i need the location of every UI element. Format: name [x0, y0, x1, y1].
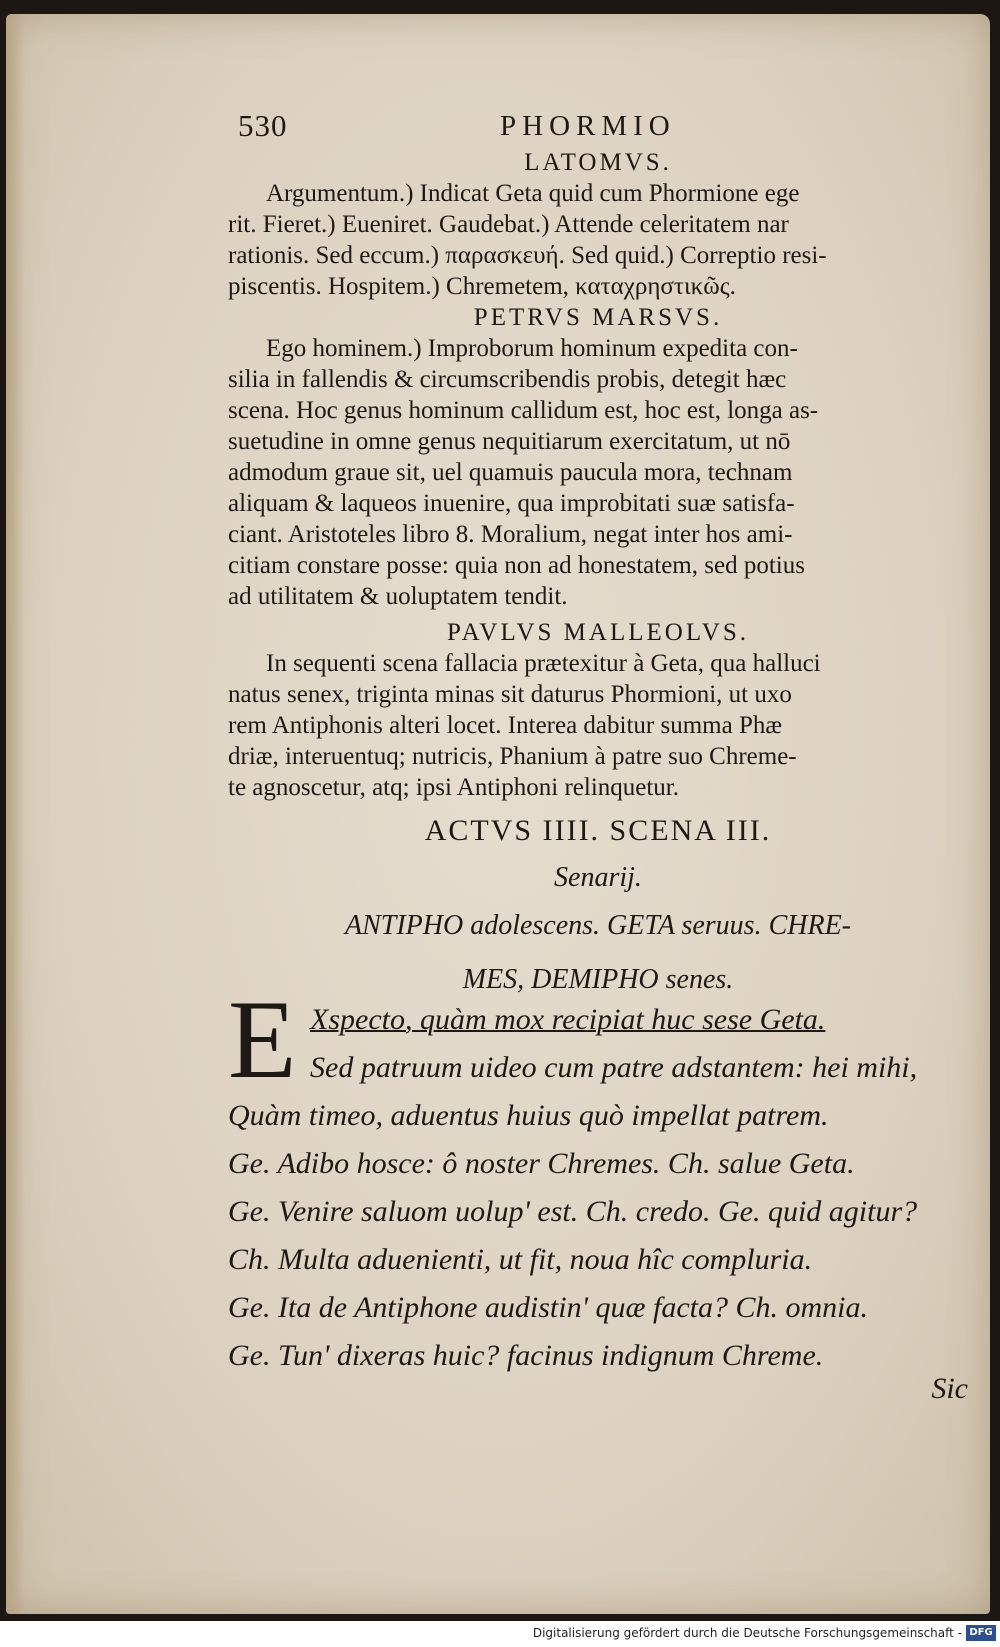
commentary-paulus-malleolus	[228, 618, 968, 803]
commentary-line: suetudine in omne genus nequitiarum exercitatum, ut nō	[228, 428, 791, 455]
verse-line: Ge. Tun' dixeras huic? facinus indignum Chreme.	[228, 1339, 824, 1372]
verse-line: Sed patruum uideo cum patre adstantem: hei mihi,	[310, 1051, 918, 1084]
verse-line: Ge. Adibo hosce: ô noster Chremes. Ch. salue Geta.	[228, 1147, 855, 1180]
commentary-line: admodum graue sit, uel quamuis paucula mora, technam	[228, 459, 793, 486]
running-title: PHORMIO	[500, 110, 676, 142]
commentary-line: driæ, interuentuq; nutricis, Phanium à patre suo Chreme-	[228, 743, 797, 770]
verse-text	[228, 996, 968, 1380]
commentary-author: PETRVS MARSVS.	[473, 304, 723, 331]
commentary-line: aliquam & laqueos inuenire, qua improbitati suæ satisfa-	[228, 490, 795, 517]
commentary-author: LATOMVS.	[524, 149, 672, 176]
commentary-petrus-marsus	[228, 303, 968, 612]
funding-notice: Digitalisierung gefördert durch die Deutsche Forschungsgemeinschaft -	[532, 1626, 962, 1640]
commentary-line: citiam constare posse: quia non ad honestatem, sed potius	[228, 552, 805, 579]
running-header	[238, 108, 718, 148]
commentary-line: scena. Hoc genus hominum callidum est, hoc est, longa as-	[228, 397, 819, 424]
commentary-line: ciant. Aristoteles libro 8. Moralium, negat inter hos ami-	[228, 521, 793, 548]
page-edge-shadow	[6, 14, 24, 1614]
catchword: Sic	[931, 1372, 968, 1405]
act-heading: ACTVS IIII. SCENA III.	[424, 814, 772, 847]
digitization-footer	[0, 1621, 1000, 1647]
commentary-line: rationis. Sed eccum.) παρασκευή. Sed quid.) Correptio resi-	[228, 242, 827, 269]
verse-line: Xspecto, quàm mox recipiat huc sese Geta.	[310, 1003, 826, 1036]
commentary-latomus	[228, 148, 968, 302]
dramatis-personae-line: MES, DEMIPHO senes.	[462, 964, 734, 995]
verse-line: Quàm timeo, aduentus huius quò impellat patrem.	[228, 1099, 829, 1132]
dfg-logo-icon: DFG	[966, 1625, 996, 1641]
verse-line: Ge. Venire saluom uolup' est. Ch. credo. Ge. quid agitur?	[228, 1195, 918, 1228]
commentary-line: rit. Fieret.) Eueniret. Gaudebat.) Attende celeritatem nar	[228, 211, 789, 238]
meter-label: Senarij.	[554, 862, 642, 893]
scene-heading	[228, 814, 968, 1002]
verse-line: Ge. Ita de Antiphone audistin' quæ facta? Ch. omnia.	[228, 1291, 868, 1324]
commentary-line: te agnoscetur, atq; ipsi Antiphoni relinquetur.	[228, 774, 680, 801]
commentary-line: In sequenti scena fallacia prætexitur à Geta, qua halluci	[266, 650, 821, 677]
commentary-line: silia in fallendis & circumscribendis probis, detegit hæc	[228, 366, 787, 393]
commentary-line: Ego hominem.) Improborum hominum expedita con-	[266, 335, 798, 362]
commentary-line: ad utilitatem & uoluptatem tendit.	[228, 583, 568, 610]
commentary-author: PAVLVS MALLEOLVS.	[446, 619, 749, 646]
page-number: 530	[238, 108, 288, 143]
dramatis-personae-line: ANTIPHO adolescens. GETA seruus. CHRE-	[344, 910, 852, 941]
commentary-line: Argumentum.) Indicat Geta quid cum Phormione ege	[266, 180, 800, 207]
commentary-line: natus senex, triginta minas sit daturus Phormioni, ut uxo	[228, 681, 792, 708]
verse-line: Ch. Multa aduenienti, ut fit, noua hîc compluria.	[228, 1243, 813, 1276]
commentary-line: rem Antiphonis alteri locet. Interea dabitur summa Phæ	[228, 712, 783, 739]
commentary-line: piscentis. Hospitem.) Chremetem, καταχρηστικῶς.	[228, 273, 736, 300]
decorated-initial: E	[228, 978, 297, 1102]
